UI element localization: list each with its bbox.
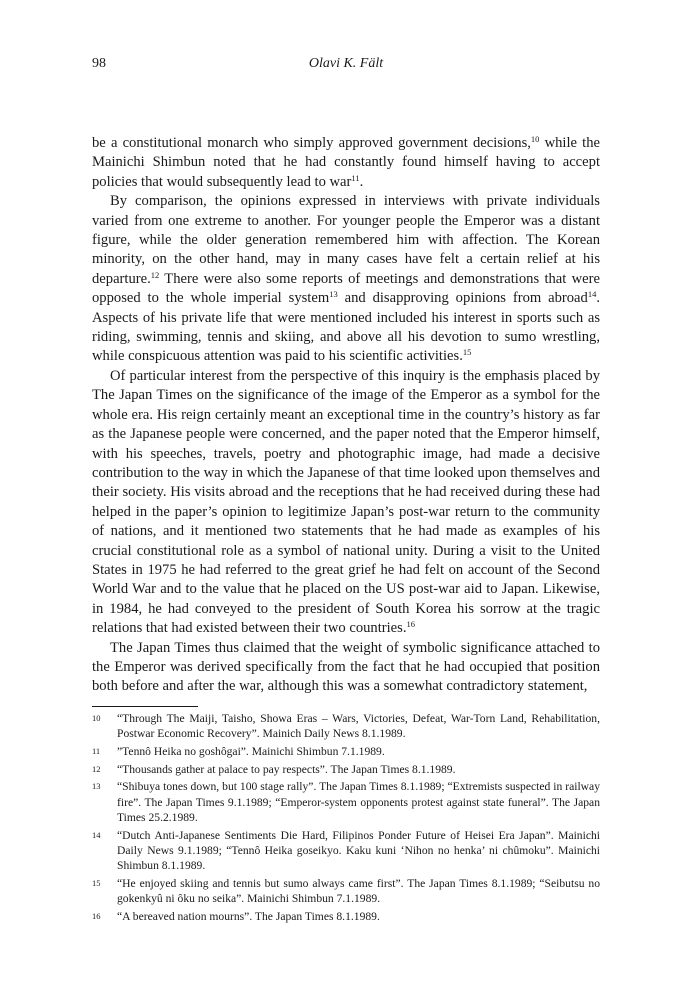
- page-header: [92, 56, 600, 76]
- text-run: Of particular interest from the perspective of this inquiry is the emphasis placed by The Japan Times on the significance of the image of the Emperor as a symbol for the whole era. His reign certainly meant an exceptional time in the country’s history as far as the Japanese people were concerned, and the paper noted that the Emperor himself, with his speeches, travels, poetry and photographic image, had made a decisive contribution to the way in which the Japanese of that time looked upon themselves and their society. His visits abroad and the receptions that he had received during these had helped in the paper’s opinion to legitimize Japan’s post-war return to the community of nations, and it mentioned two statements that he had made as examples of his crucial constitutional role as a symbol of national unity. During a visit to the United States in 1975 he had referred to the great grief he had felt on account of the Second World War and to the value that he placed on the US post-war aid to Japan. Likewise, in 1984, he had conveyed to the president of South Korea his sorrow at the tragic relations that had existed between their two countries.: [92, 367, 600, 637]
- footnote-number: 11: [92, 746, 101, 756]
- footnote: [92, 876, 600, 907]
- footnote-number: 14: [92, 829, 101, 840]
- footnote-ref: 13: [329, 289, 338, 300]
- paragraph: [92, 367, 600, 639]
- paragraph: [92, 639, 600, 697]
- text-run: There were also some reports of meetings and demonstrations that were opposed to the whole imperial system: [92, 270, 600, 307]
- footnote-ref: 16: [406, 619, 415, 630]
- footnote-text: ”Tennô Heika no goshôgai”. Mainichi Shimbun 7.1.1989.: [117, 745, 385, 758]
- footnote-number: 16: [92, 911, 101, 921]
- text-run: .: [359, 173, 364, 190]
- footnote-number: 12: [92, 763, 101, 774]
- page-number: 98: [92, 56, 106, 71]
- footnote-ref: 12: [150, 269, 160, 280]
- text-run: The Japan Times thus claimed that the weight of symbolic significance attached to the Emperor was derived specifically from the fact that he had occupied that position both before and after the war, although this was a somewhat contradictory statement,: [92, 639, 600, 695]
- footnote-divider: [92, 706, 198, 707]
- text-run: while the Mainichi Shimbun noted that he had constantly found himself having to accept policies that would subsequently lead to war: [92, 135, 600, 190]
- footnote-text: “He enjoyed skiing and tennis but sumo always came first”. The Japan Times 8.1.1989; “Seibutsu no gokenkyû ni ôku no seika”. Mainichi Shimbun 7.1.1989.: [117, 877, 600, 906]
- running-head: Olavi K. Fält: [308, 56, 384, 71]
- footnote: [92, 762, 600, 777]
- footnote-ref: 11: [351, 172, 360, 183]
- body-text: [92, 134, 600, 697]
- footnote: [92, 711, 600, 742]
- footnote-number: 15: [92, 878, 101, 888]
- text-run: and disapproving opinions from abroad: [337, 290, 588, 307]
- footnote-text: “Through The Maiji, Taisho, Showa Eras – Wars, Victories, Defeat, War-Torn Land, Rehabilitation, Postwar Economic Recovery”. Mainich Daily News 8.1.1989.: [117, 712, 600, 741]
- footnote-text: “Dutch Anti-Japanese Sentiments Die Hard, Filipinos Ponder Future of Heisei Era Japan”. Mainichi Daily News 9.1.1989; “Tennô Heika goseikyo. Kaku kuni ‘Nihon no henka’ ni chûmoku”. Mainichi Shimbun 8.1.1989.: [117, 828, 600, 873]
- footnote-ref: 15: [462, 347, 472, 358]
- text-run: . Aspects of his private life that were mentioned included his interest in sports such as riding, swimming, tennis and skiing, and above all his devotion to sumo wrestling, while conspicuous attention was paid to his scientific activities.: [92, 290, 600, 365]
- footnote: [92, 828, 600, 874]
- footnote: [92, 909, 600, 924]
- paragraph: [92, 192, 600, 367]
- footnote-ref: 10: [530, 134, 540, 144]
- footnote-number: 13: [92, 781, 101, 792]
- footnote-text: “Thousands gather at palace to pay respects”. The Japan Times 8.1.1989.: [117, 762, 456, 776]
- text-run: be a constitutional monarch who simply approved government decisions,: [92, 135, 531, 151]
- footnotes: [92, 711, 600, 927]
- footnote: [92, 744, 600, 759]
- text-run: By comparison, the opinions expressed in interviews with private individuals varied from one extreme to another. For younger people the Emperor was a distant figure, while the older generation remembered him with affection. The Korean minority, on the other hand, may in many cases have felt a certain relief at his departure.: [92, 193, 600, 287]
- footnote-text: “Shibuya tones down, but 100 stage rally”. The Japan Times 8.1.1989; “Extremists suspected in railway fire”. The Japan Times 9.1.1989; “Emperor-system opponents protest against state funeral”. The Japan Times 25.2.1989.: [117, 780, 600, 824]
- footnote: [92, 779, 600, 825]
- footnote-number: 10: [92, 713, 101, 723]
- paragraph: [92, 134, 600, 192]
- footnote-ref: 14: [587, 289, 597, 300]
- footnote-text: “A bereaved nation mourns”. The Japan Times 8.1.1989.: [117, 910, 380, 923]
